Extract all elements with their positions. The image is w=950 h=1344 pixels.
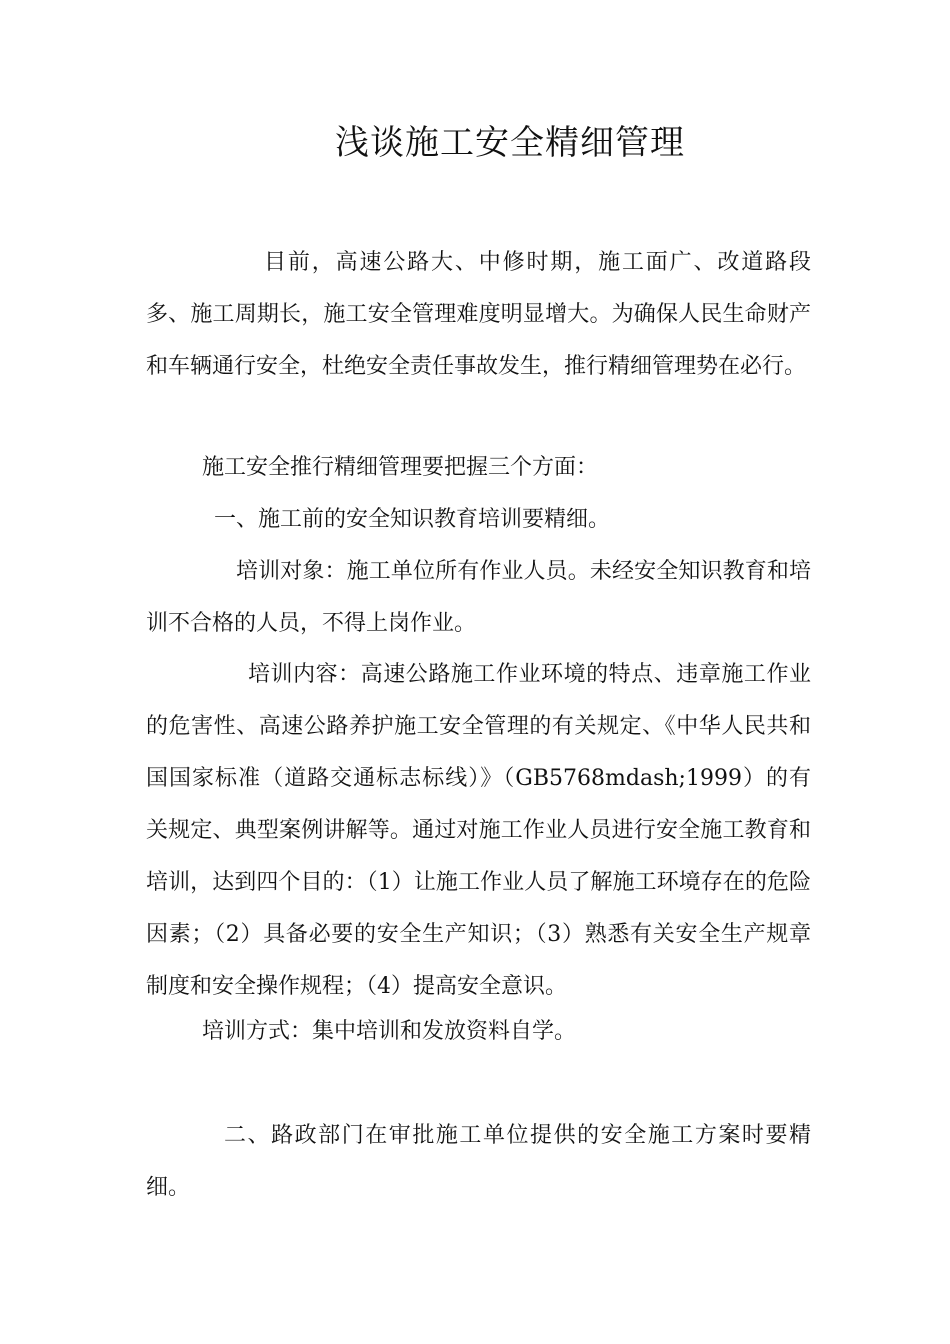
section-heading-one: 一、施工前的安全知识教育培训要精细。 bbox=[214, 507, 611, 532]
paragraph-training-content: 培训内容：高速公路施工作业环境的特点、违章施工作业的危害性、高速公路养护施工安全管理的有关规定、《中华人民共和国国家标准（道路交通标志标线）》（GB5768mdash;1999）的有关规定、典型案例讲解等。通过对施工作业人员进行安全施工教育和培训，达到四个目的：（1）让施工作业人员了解施工环境存在的危险因素；（2）具备必要的安全生产知识；（3）熟悉有关安全生产规章制度和安全操作规程；（4）提高安全意识。 bbox=[146, 662, 811, 999]
paragraph-training-target: 培训对象：施工单位所有作业人员。未经安全知识教育和培训不合格的人员，不得上岗作业。 bbox=[146, 559, 811, 636]
section-heading-two: 二、路政部门在审批施工单位提供的安全施工方案时要精细。 bbox=[146, 1123, 811, 1200]
paragraph-intro: 目前，高速公路大、中修时期，施工面广、改道路段多、施工周期长，施工安全管理难度明显增大。为确保人民生命财产和车辆通行安全，杜绝安全责任事故发生，推行精细管理势在必行。 bbox=[146, 250, 811, 379]
document-title: 浅谈施工安全精细管理 bbox=[335, 123, 685, 163]
paragraph-training-method: 培训方式：集中培训和发放资料自学。 bbox=[202, 1019, 577, 1044]
paragraph-three-aspects: 施工安全推行精细管理要把握三个方面： bbox=[202, 455, 599, 480]
